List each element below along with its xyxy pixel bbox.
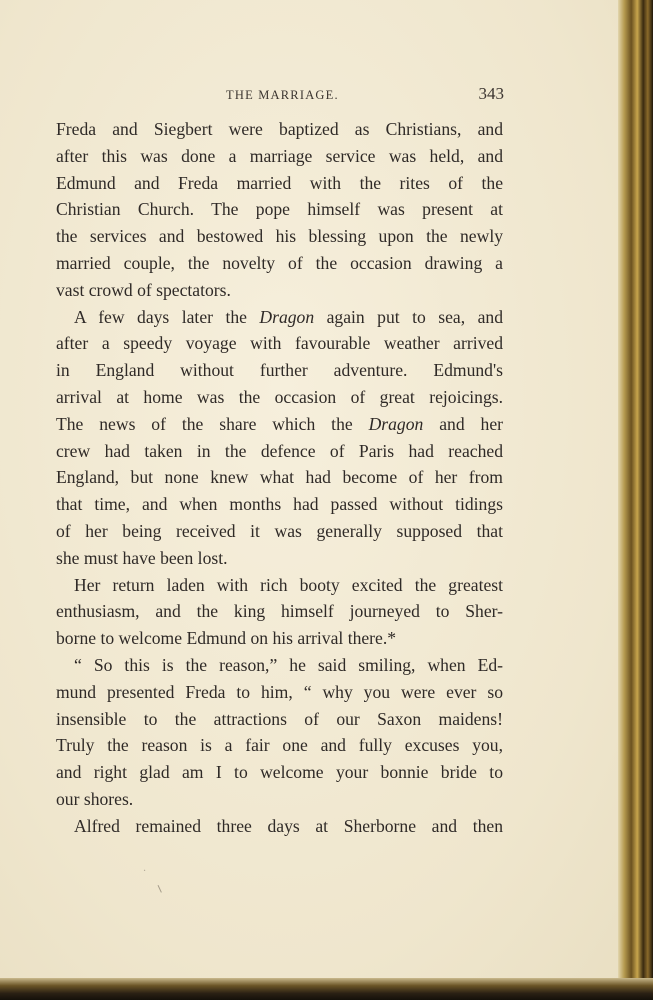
text-line: after this was done a marriage service was held, and — [56, 145, 503, 166]
text-line: England, but none knew what had become of her from — [56, 467, 503, 488]
page-edge — [618, 0, 653, 1000]
text-line: Edmund and Freda married with the rites of the — [56, 172, 503, 193]
text-line: after a speedy voyage with favourable weather arrived — [56, 333, 503, 354]
page-number: 343 — [478, 84, 504, 103]
text-line: A few days later the Dragon again put to sea, and — [74, 306, 503, 327]
text-line: Freda and Siegbert were baptized as Christians, and — [56, 119, 503, 139]
text-line: married couple, the novelty of the occasion drawing a — [56, 252, 503, 273]
running-title: THE MARRIAGE. — [226, 88, 339, 102]
text-line: of her being received it was generally supposed that — [56, 520, 503, 541]
text-line: insensible to the attractions of our Saxon maidens! — [56, 708, 503, 729]
text-line: The news of the share which the Dragon and her — [56, 413, 503, 434]
text-line: Truly the reason is a fair one and fully excuses you, — [56, 735, 503, 756]
text-line: Alfred remained three days at Sherborne and then — [74, 815, 503, 836]
text-line: in England without further adventure. Edmund's — [56, 360, 503, 381]
text-line: enthusiasm, and the king himself journeyed to Sher- — [56, 601, 503, 622]
ship-name: Dragon — [259, 306, 315, 327]
text-line: borne to welcome Edmund on his arrival there.* — [56, 628, 397, 649]
page-header — [58, 84, 504, 106]
ship-name: Dragon — [368, 413, 424, 434]
ink-mark — [158, 883, 166, 892]
ink-smudge: · — [143, 866, 147, 877]
text-line: and right glad am I to welcome your bonnie bride to — [56, 762, 503, 783]
text-line: arrival at home was the occasion of great rejoicings. — [56, 386, 503, 407]
text-line: Christian Church. The pope himself was present at — [56, 199, 503, 220]
text-line: mund presented Freda to him, “ why you were ever so — [56, 681, 503, 702]
body-text — [56, 116, 503, 840]
text-line: the services and bestowed his blessing upon the newly — [56, 226, 503, 247]
text-line: vast crowd of spectators. — [56, 279, 231, 300]
text-line: that time, and when months had passed without tidings — [56, 494, 503, 515]
text-line: Her return laden with rich booty excited the greatest — [74, 574, 503, 595]
book-bottom-edge — [0, 978, 653, 1000]
text-line: our shores. — [56, 788, 134, 809]
text-line: crew had taken in the defence of Paris had reached — [56, 440, 503, 461]
text-line: “ So this is the reason,” he said smiling, when Ed- — [74, 654, 503, 675]
text-line: she must have been lost. — [56, 547, 228, 568]
